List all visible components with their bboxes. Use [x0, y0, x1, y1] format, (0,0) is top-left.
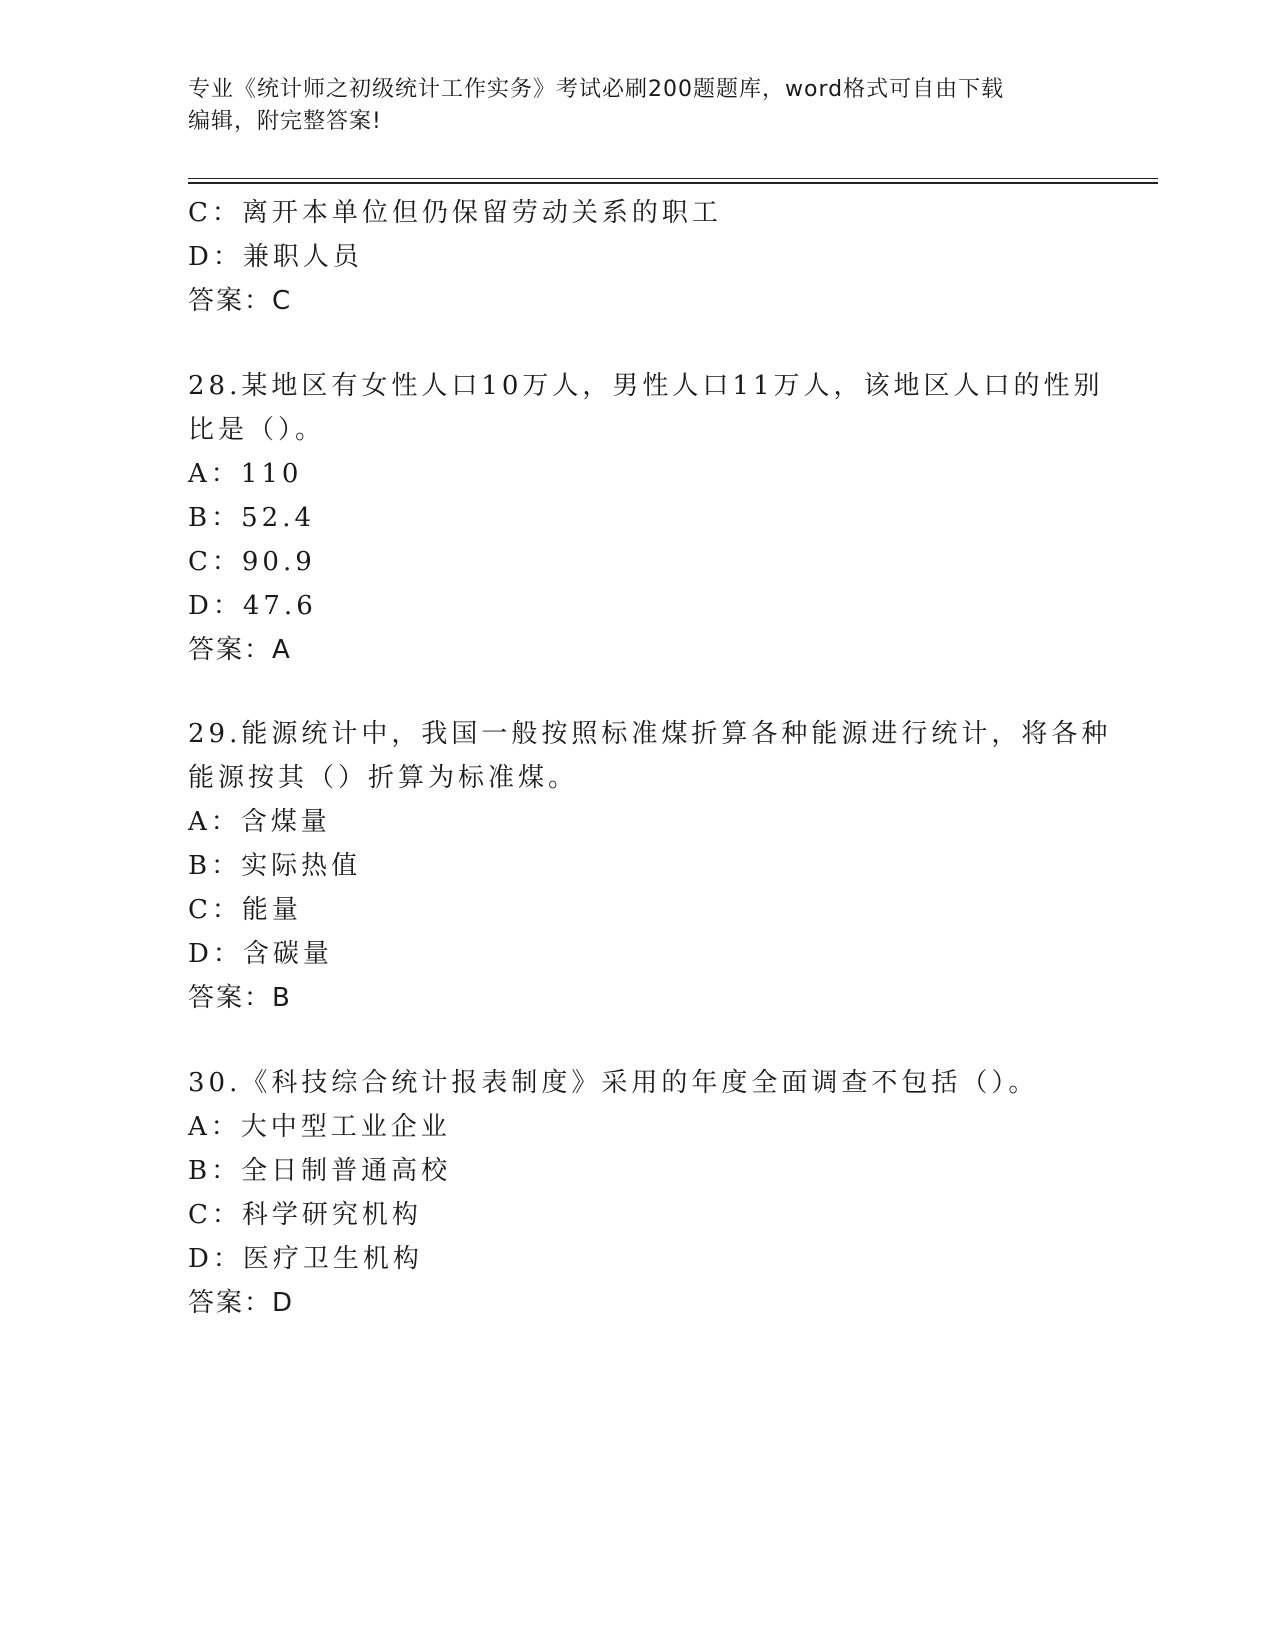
q28-answer: 答案：A [188, 635, 292, 665]
q30-option-b: B：全日制普通高校 [188, 1156, 452, 1186]
q28-stem-line-2: 比是（）。 [188, 415, 326, 445]
header-line-2: 编辑，附完整答案! [188, 109, 382, 134]
q27-answer: 答案：C [188, 286, 293, 316]
q28-option-d: D：47.6 [188, 591, 317, 621]
q28-option-a: A：110 [188, 459, 303, 489]
document-header [188, 74, 1088, 138]
q29-option-b: B：实际热值 [188, 851, 362, 881]
q30-stem-line-1: 30.《科技综合统计报表制度》采用的年度全面调查不包括（）。 [188, 1068, 1039, 1098]
q30-answer: 答案：D [188, 1288, 295, 1318]
q28-option-b: B：52.4 [188, 503, 315, 533]
q27-option-d: D：兼职人员 [188, 242, 363, 272]
q27-option-c: C：离开本单位但仍保留劳动关系的职工 [188, 198, 722, 228]
header-line-1: 专业《统计师之初级统计工作实务》考试必刷200题题库，word格式可自由下载 [188, 77, 1005, 102]
q29-option-d: D：含碳量 [188, 939, 333, 969]
q29-option-c: C：能量 [188, 895, 302, 925]
q29-stem-line-1: 29.能源统计中，我国一般按照标准煤折算各种能源进行统计，将各种 [188, 719, 1112, 749]
q30-option-c: C：科学研究机构 [188, 1200, 422, 1230]
q28-option-c: C：90.9 [188, 547, 316, 577]
header-rule-thin [188, 178, 1158, 179]
header-rule-thick [188, 182, 1158, 184]
q29-option-a: A：含煤量 [188, 807, 331, 837]
q29-stem-line-2: 能源按其（）折算为标准煤。 [188, 763, 579, 793]
q28-stem-line-1: 28.某地区有女性人口10万人，男性人口11万人，该地区人口的性别 [188, 371, 1104, 401]
q30-option-d: D：医疗卫生机构 [188, 1244, 423, 1274]
q30-option-a: A：大中型工业企业 [188, 1112, 451, 1142]
q29-answer: 答案：B [188, 983, 292, 1013]
